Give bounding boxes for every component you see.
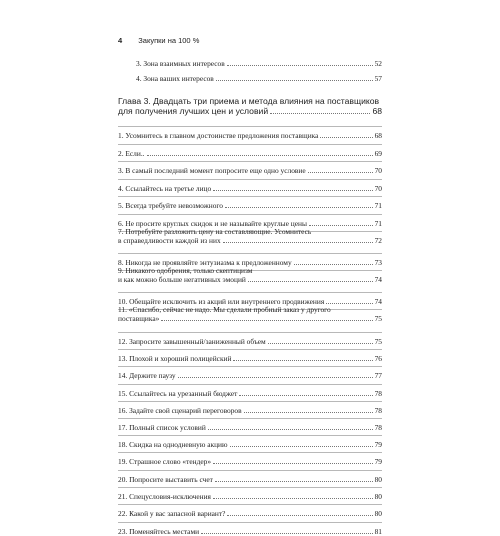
chapter-page: 68 — [372, 106, 382, 116]
dot-leader — [213, 463, 373, 464]
dot-leader — [248, 281, 373, 282]
entry-title: 23. Поменяйтесь местами — [118, 527, 200, 536]
entry-page: 68 — [374, 131, 382, 140]
entry-page: 78 — [374, 406, 382, 415]
entry-title: 4. Ссылайтесь на третье лицо — [118, 184, 212, 193]
entry-divider — [118, 522, 382, 523]
entry-divider — [118, 332, 382, 333]
entry-page: 70 — [374, 184, 382, 193]
toc-entry[interactable] — [118, 371, 382, 380]
entry-title: и как можно больше негативных эмоций — [118, 275, 246, 284]
entry-page: 74 — [374, 275, 382, 284]
entry-divider — [118, 418, 382, 419]
dot-leader — [178, 377, 373, 378]
entry-title: 12. Запросите завышенный/заниженный объем — [118, 337, 266, 346]
entry-page: 80 — [374, 509, 382, 518]
dot-leader — [270, 113, 370, 114]
toc-entry[interactable] — [118, 227, 382, 245]
entry-title: в справедливости каждой из них — [118, 236, 221, 245]
entry-page: 69 — [374, 149, 382, 158]
dot-leader — [213, 190, 372, 191]
entry-title-line1: 9. Никакого одобрения, только скептицизм — [118, 266, 253, 275]
entry-page: 75 — [374, 337, 382, 346]
toc-entry[interactable]: 3. Зона взаимных интересов 52 — [136, 59, 382, 68]
entry-page: 79 — [374, 457, 382, 466]
entry-page: 78 — [374, 389, 382, 398]
entry-divider — [118, 161, 382, 162]
entry-page: 52 — [374, 59, 382, 68]
entry-title: поставщика» — [118, 314, 160, 323]
toc-entry[interactable] — [118, 527, 382, 536]
dot-leader — [309, 225, 373, 226]
entry-divider — [118, 144, 382, 145]
toc-entry[interactable] — [118, 184, 382, 193]
dot-leader — [201, 533, 373, 534]
dot-leader — [320, 137, 372, 138]
entry-divider — [118, 253, 382, 254]
toc-entry[interactable] — [118, 266, 382, 284]
entry-divider — [118, 349, 382, 350]
toc-entry[interactable] — [118, 457, 382, 466]
entry-title: 17. Полный список условий — [118, 423, 206, 432]
chapter-heading[interactable] — [118, 96, 382, 116]
entry-title: 15. Ссылайтесь на урезанный бюджет — [118, 389, 238, 398]
entry-divider — [118, 452, 382, 453]
page-number: 4 — [118, 36, 123, 45]
toc-entry[interactable] — [118, 201, 382, 210]
entry-page: 74 — [374, 297, 382, 306]
dot-leader — [239, 395, 372, 396]
entry-page: 79 — [374, 440, 382, 449]
entry-divider — [118, 384, 382, 385]
entry-page: 71 — [374, 219, 382, 228]
toc-entry[interactable] — [118, 440, 382, 449]
entry-divider — [118, 214, 382, 215]
toc-entry[interactable] — [118, 423, 382, 432]
entry-divider — [118, 179, 382, 180]
entry-title: 14. Держите паузу — [118, 371, 176, 380]
entry-divider — [118, 292, 382, 293]
toc-entry[interactable] — [118, 406, 382, 415]
entry-divider — [118, 435, 382, 436]
dot-leader — [215, 481, 373, 482]
dot-leader — [308, 172, 373, 173]
dot-leader — [216, 80, 373, 81]
entry-title-line1: 11. «Спасибо, сейчас не надо. Мы сделали пробный заказ у другого — [118, 305, 331, 314]
entry-title: 21. Спецусловия-исключения — [118, 492, 211, 501]
chapter-title-line1: Глава 3. Двадцать три приема и метода влияния на поставщиков — [118, 96, 380, 106]
entry-page: 80 — [374, 492, 382, 501]
entry-divider — [118, 504, 382, 505]
toc-entry[interactable] — [118, 305, 382, 323]
entry-title: 16. Задайте свой сценарий переговоров — [118, 406, 242, 415]
running-header — [118, 36, 199, 45]
dot-leader — [233, 360, 372, 361]
entry-title: 8. Никогда не проявляйте энтузиазма к предложенному — [118, 258, 292, 267]
entry-page: 81 — [374, 527, 382, 536]
entry-divider — [118, 487, 382, 488]
toc-entry[interactable] — [118, 131, 382, 140]
running-title: Закупки на 100 % — [138, 36, 200, 45]
entry-page: 78 — [374, 423, 382, 432]
toc-entry[interactable] — [118, 475, 382, 484]
entry-divider — [118, 196, 382, 197]
entry-title: 22. Какой у вас запасной вариант? — [118, 509, 226, 518]
entry-title: 6. Не просите круглых скидок и не называйте круглые цены — [118, 219, 307, 228]
dot-leader — [213, 498, 373, 499]
toc-entry[interactable] — [118, 149, 382, 158]
dot-leader — [227, 65, 373, 66]
dot-leader — [268, 343, 373, 344]
dot-leader — [227, 515, 372, 516]
entry-title: 10. Обещайте исключить из акций или внутреннего продвижения — [118, 297, 325, 306]
entry-page: 77 — [374, 371, 382, 380]
entry-title: 1. Усомнитесь в главном достоинстве предложения поставщика — [118, 131, 319, 140]
dot-leader — [294, 264, 373, 265]
entry-title-line1: 7. Потребуйте разложить цену на составляющие. Усомнитесь — [118, 227, 312, 236]
entry-page: 57 — [374, 74, 382, 83]
toc-entry[interactable] — [118, 389, 382, 398]
entry-title: 19. Страшное слово «тендер» — [118, 457, 212, 466]
toc-entry[interactable] — [118, 337, 382, 346]
entry-divider — [118, 366, 382, 367]
toc-entry[interactable] — [118, 354, 382, 363]
entry-page: 75 — [374, 314, 382, 323]
dot-leader — [161, 320, 372, 321]
entry-divider — [118, 126, 382, 127]
entry-title: 13. Плохой и хороший полицейский — [118, 354, 232, 363]
toc-entry[interactable] — [118, 166, 382, 175]
dot-leader — [147, 155, 373, 156]
entry-page: 70 — [374, 166, 382, 175]
entry-page: 80 — [374, 475, 382, 484]
dot-leader — [208, 429, 373, 430]
entry-divider — [118, 401, 382, 402]
entry-title: 2. Если.. — [118, 149, 145, 158]
entry-page: 72 — [374, 236, 382, 245]
dot-leader — [230, 446, 373, 447]
entry-title: 18. Скидка на однодневную акцию — [118, 440, 228, 449]
dot-leader — [244, 412, 373, 413]
entry-page: 76 — [374, 354, 382, 363]
entry-page: 71 — [374, 201, 382, 210]
entry-title: 20. Попросите выставить счет — [118, 475, 213, 484]
dot-leader — [225, 207, 373, 208]
dot-leader — [326, 303, 372, 304]
entry-title: 3. В самый последний момент попросите еще одно условие — [118, 166, 306, 175]
dot-leader — [223, 242, 373, 243]
entry-page: 73 — [374, 258, 382, 267]
entry-divider — [118, 470, 382, 471]
entry-title: 5. Всегда требуйте невозможного — [118, 201, 223, 210]
chapter-title-line2: для получения лучших цен и условий — [118, 106, 269, 116]
toc-entry[interactable] — [118, 509, 382, 518]
toc-entry[interactable]: 4. Зона ваших интересов 57 — [136, 74, 382, 83]
